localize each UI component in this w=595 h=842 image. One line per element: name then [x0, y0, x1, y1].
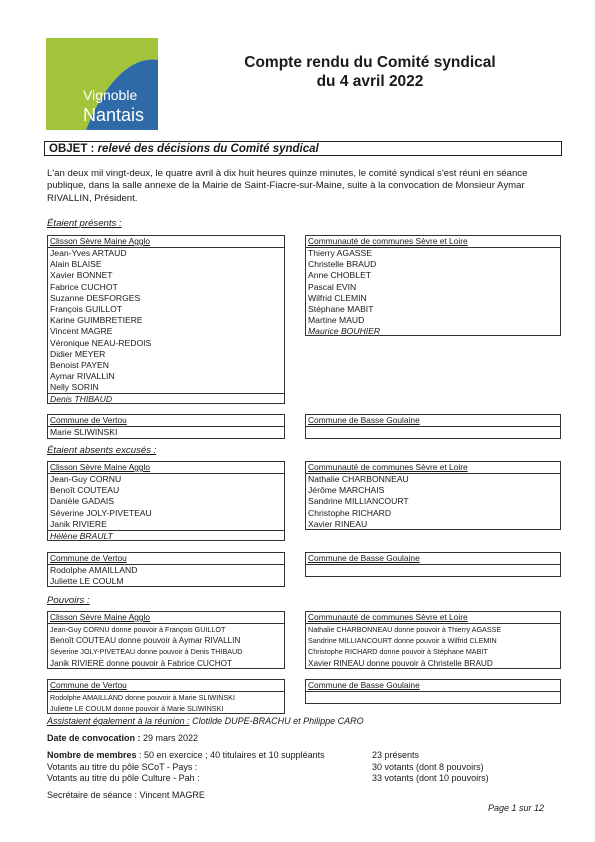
presents-heading: Étaient présents :	[47, 218, 122, 229]
presents-vertou-list	[48, 427, 284, 438]
list-item: Juliette LE COULM	[50, 576, 124, 587]
absents-basse-box	[305, 552, 561, 577]
list-item: Jean-Yves ARTAUD	[50, 248, 127, 258]
pouvoirs-vertou-title: Commune de Vertou	[48, 680, 284, 692]
vignoble-nantais-logo	[46, 38, 158, 130]
list-item: Rodolphe AMAILLAND donne pouvoir à Marie SLIWINSKI	[50, 693, 235, 702]
list-item: Christophe RICHARD donne pouvoir à Stéphane MABIT	[308, 647, 488, 657]
secretaire-line: Secrétaire de séance : Vincent MAGRE	[47, 790, 205, 800]
list-item: Juliette LE COULM donne pouvoir à Marie SLIWINSKI	[50, 704, 224, 714]
list-item: Martine MAUD	[308, 315, 365, 326]
list-item: Benoît COUTEAU donne pouvoir à Aymar RIVALLIN	[50, 636, 241, 646]
convocation-label: Date de convocation :	[47, 733, 141, 743]
presents-basse-box	[305, 414, 561, 439]
list-item: Jean-Guy CORNU	[50, 474, 122, 484]
list-item: Fabrice CUCHOT	[50, 281, 118, 292]
stats-label: Votants au titre du pôle Culture - Pah :	[47, 773, 200, 783]
intro-paragraph: L'an deux mil vingt-deux, le quatre avril à dix huit heures quinze minutes, le comité syndical s'est réuni en séance publique, dans la salle annexe de la Mairie de Saint-Fiacre-sur-Maine, suite à la convocation de Monsieur Aymar RIVALLIN, Président.	[47, 168, 528, 204]
pouvoirs-clisson-list	[48, 624, 284, 669]
list-item: Suzanne DESFORGES	[50, 292, 141, 303]
presents-vertou-title: Commune de Vertou	[48, 415, 284, 427]
absents-sevre-title: Communauté de communes Sèvre et Loire	[306, 462, 560, 474]
list-item: Alain BLAISE	[50, 259, 102, 270]
list-item: Xavier RINEAU donne pouvoir à Christelle BRAUD	[308, 658, 493, 668]
pouvoirs-vertou-list	[48, 692, 284, 714]
list-item: Pascal EVIN	[308, 281, 357, 292]
presents-clisson-list	[48, 248, 284, 393]
pouvoirs-basse-title: Commune de Basse Goulaine	[306, 680, 560, 692]
list-item: Wilfrid CLEMIN	[308, 292, 367, 303]
presents-clisson-italic: Denis THIBAUD	[48, 393, 284, 405]
list-item: Véronique NEAU-REDOIS	[50, 337, 152, 348]
list-item: Marie SLIWINSKI	[50, 427, 118, 437]
presents-clisson-box	[47, 235, 285, 404]
list-item: Benoist PAYEN	[50, 359, 109, 370]
stats-block	[47, 750, 563, 785]
presents-sevre-italic: Maurice BOUHIER	[308, 326, 381, 337]
logo-graphic	[46, 38, 158, 130]
presents-sevre-list	[306, 248, 560, 326]
list-item: Séverine JOLY-PIVETEAU donne pouvoir à Denis THIBAUD	[50, 647, 243, 657]
list-item: Rodolphe AMAILLAND	[50, 565, 138, 575]
list-item: François GUILLOT	[50, 303, 123, 314]
objet-box	[44, 141, 562, 156]
absents-sevre-box	[305, 461, 561, 530]
pouvoirs-sevre-list	[306, 624, 560, 669]
objet-text: relevé des décisions du Comité syndical	[97, 143, 319, 155]
list-item: Janik RIVIERE donne pouvoir à Fabrice CUCHOT	[50, 658, 233, 668]
stats-value: 23 présents	[372, 750, 420, 760]
presents-clisson-title: Clisson Sèvre Maine Agglo	[48, 236, 284, 248]
pouvoirs-clisson-title: Clisson Sèvre Maine Agglo	[48, 612, 284, 624]
list-item: Nathalie CHARBONNEAU	[308, 474, 409, 484]
title-line-2: du 4 avril 2022	[316, 73, 424, 90]
assistaient-label: Assistaient également à la réunion :	[47, 716, 190, 726]
list-item: Janik RIVIERE	[50, 518, 107, 529]
title-line-1: Compte rendu du Comité syndical	[244, 54, 496, 71]
absents-vertou-box	[47, 552, 285, 587]
list-item: Anne CHOBLET	[308, 270, 372, 281]
pouvoirs-clisson-box	[47, 611, 285, 669]
objet-label: OBJET :	[49, 143, 95, 155]
stats-label: Nombre de membres	[47, 750, 137, 760]
stats-row	[47, 773, 563, 785]
stats-value: 33 votants (dont 10 pouvoirs)	[372, 773, 489, 783]
list-item: Danièle GADAIS	[50, 496, 115, 507]
list-item: Xavier RINEAU	[308, 518, 368, 529]
list-item: Didier MEYER	[50, 348, 106, 359]
list-item: Thierry AGASSE	[308, 248, 372, 258]
absents-clisson-italic: Hélène BRAULT	[48, 530, 284, 542]
list-item: Christelle BRAUD	[308, 259, 377, 270]
list-item: Sandrine MILLIANCOURT	[308, 496, 409, 507]
list-item: Séverine JOLY-PIVETEAU	[50, 507, 152, 518]
stats-label: Votants au titre du pôle SCoT - Pays :	[47, 761, 198, 772]
absents-clisson-list	[48, 474, 284, 530]
convocation-line	[47, 733, 198, 743]
stats-value: 30 votants (dont 8 pouvoirs)	[372, 761, 484, 772]
presents-vertou-box	[47, 414, 285, 439]
assistaient-line	[47, 716, 364, 726]
logo-word-nantais: Nantais	[83, 105, 145, 125]
pouvoirs-sevre-title: Communauté de communes Sèvre et Loire	[306, 612, 560, 624]
list-item: Christophe RICHARD	[308, 507, 392, 518]
absents-vertou-title: Commune de Vertou	[48, 553, 284, 565]
pouvoirs-basse-box	[305, 679, 561, 704]
list-item: Sandrine MILLIANCOURT donne pouvoir à Wilfrid CLEMIN	[308, 636, 497, 646]
list-item: Jean-Guy CORNU donne pouvoir à François GUILLOT	[50, 625, 226, 634]
list-item: Benoît COUTEAU	[50, 485, 120, 496]
absents-sevre-list	[306, 474, 560, 530]
presents-basse-title: Commune de Basse Goulaine	[306, 415, 560, 427]
pouvoirs-heading: Pouvoirs :	[47, 595, 90, 606]
stats-row	[47, 750, 563, 762]
absents-heading: Étaient absents excusés :	[47, 445, 157, 456]
absents-basse-title: Commune de Basse Goulaine	[306, 553, 560, 565]
list-item: Jérôme MARCHAIS	[308, 485, 385, 496]
list-item: Karine GUIMBRETIERE	[50, 315, 143, 326]
list-item: Stéphane MABIT	[308, 303, 374, 314]
absents-vertou-list	[48, 565, 284, 587]
absents-clisson-title: Clisson Sèvre Maine Agglo	[48, 462, 284, 474]
pouvoirs-sevre-box	[305, 611, 561, 669]
convocation-value: 29 mars 2022	[143, 733, 199, 743]
list-item: Aymar RIVALLIN	[50, 371, 115, 382]
list-item: Xavier BONNET	[50, 270, 113, 281]
list-item: Vincent MAGRE	[50, 326, 113, 337]
presents-sevre-title: Communauté de communes Sèvre et Loire	[306, 236, 560, 248]
page-number: Page 1 sur 12	[488, 803, 545, 813]
stats-detail: : 50 en exercice ; 40 titulaires et 10 suppléants	[139, 750, 325, 760]
list-item: Nelly SORIN	[50, 382, 99, 393]
assistaient-names: Clotilde DUPE-BRACHU et Philippe CARO	[192, 716, 364, 726]
logo-word-vignoble: Vignoble	[83, 87, 138, 103]
stats-row	[47, 762, 563, 774]
pouvoirs-vertou-box	[47, 679, 285, 714]
presents-sevre-box	[305, 235, 561, 336]
absents-clisson-box	[47, 461, 285, 541]
document-title	[205, 53, 535, 91]
list-item: Nathalie CHARBONNEAU donne pouvoir à Thierry AGASSE	[308, 625, 502, 634]
